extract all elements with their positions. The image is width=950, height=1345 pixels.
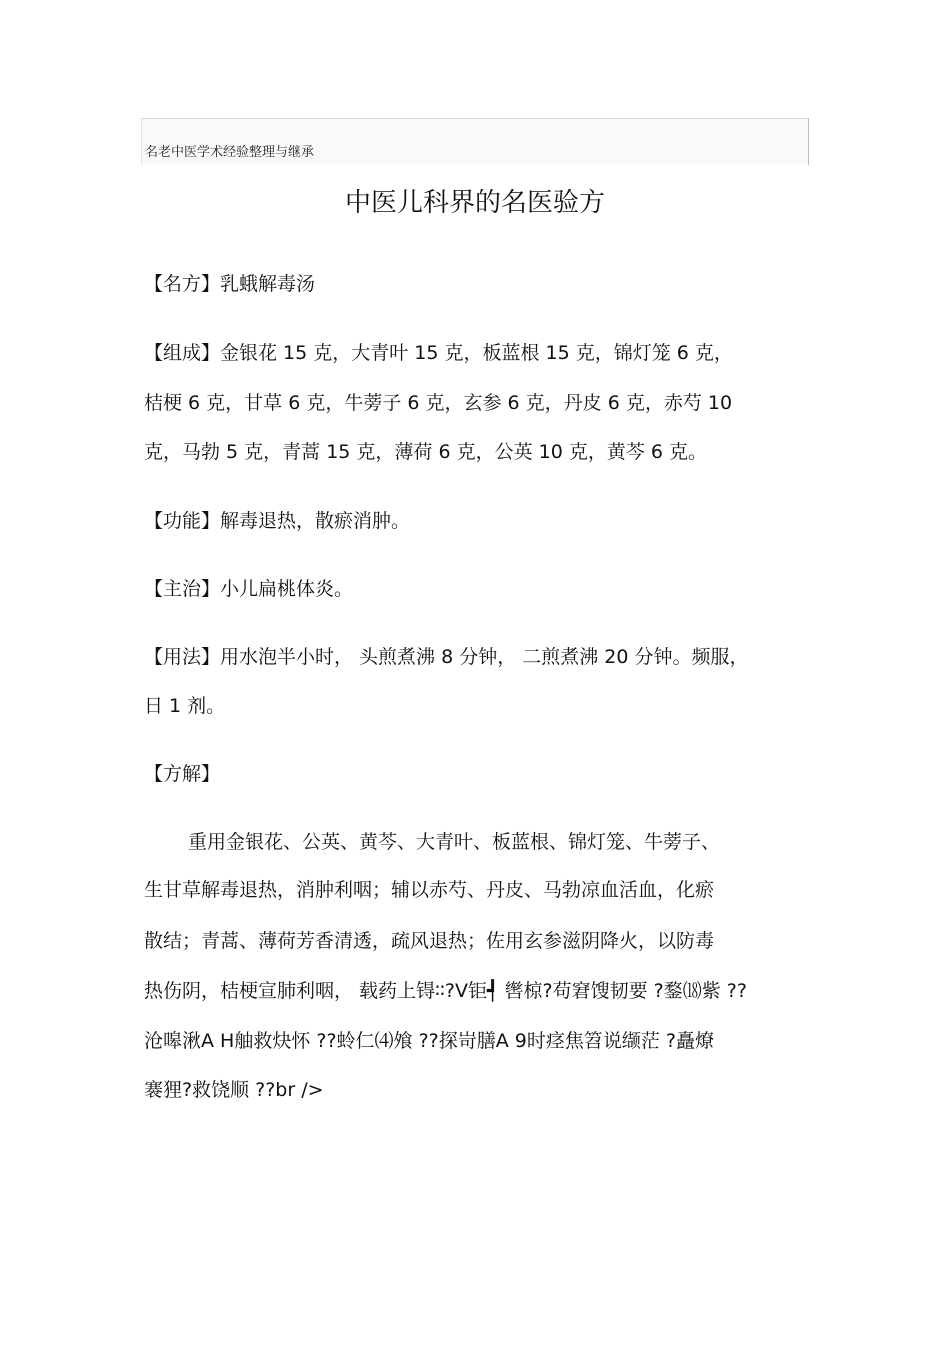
composition-line-2: 桔梗 6 克，甘草 6 克，牛蒡子 6 克，玄参 6 克，丹皮 6 克，赤芍 10 [144,392,733,414]
document-header-box [141,118,809,165]
explanation-line-6: 褰狸?救饶顺 ??br /> [144,1079,324,1101]
function-line: 【功能】解毒退热，散瘀消肿。 [144,510,411,532]
usage-line-1: 【用法】用水泡半小时， 头煎煮沸 8 分钟， 二煎煮沸 20 分钟。频服， [144,646,749,668]
explanation-line-3: 散结；青蒿、薄荷芳香清透，疏风退热；佐用玄参滋阴降火，以防毒 [144,930,715,952]
explanation-line-1: 重用金银花、公英、黄芩、大青叶、板蓝根、锦灯笼、牛蒡子、 [188,831,721,853]
composition-line-1: 【组成】金银花 15 克，大青叶 15 克，板蓝根 15 克，锦灯笼 6 克， [144,342,733,364]
explanation-line-2: 生甘草解毒退热，消肿利咽；辅以赤芍、丹皮、马勃凉血活血，化瘀 [144,879,715,901]
explanation-heading: 【方解】 [144,763,221,785]
header-label: 名老中医学术经验整理与继承 [145,145,315,160]
formula-name-line: 【名方】乳蛾解毒汤 [144,273,316,295]
indication-line: 【主治】小儿扁桃体炎。 [144,578,354,600]
explanation-line-5: 沧嗥湫A H舳救炔怀 ??蛉仁⑷飧 ??探岢膳A 9时痉焦笤说缬茫 ?矗燎 [144,1030,714,1052]
usage-line-2: 日 1 剂。 [144,695,226,717]
explanation-line-4: 热伤阴，桔梗宣肺利咽， 载药上锝∶∶?Ⅴ钜┩ 辔椋?苟窘馊韧要 ?鍪⒅紫 ?? [144,980,747,1002]
composition-line-3: 克，马勃 5 克，青蒿 15 克，薄荷 6 克，公英 10 克，黄芩 6 克。 [144,441,708,463]
document-title: 中医儿科界的名医验方 [344,188,605,218]
